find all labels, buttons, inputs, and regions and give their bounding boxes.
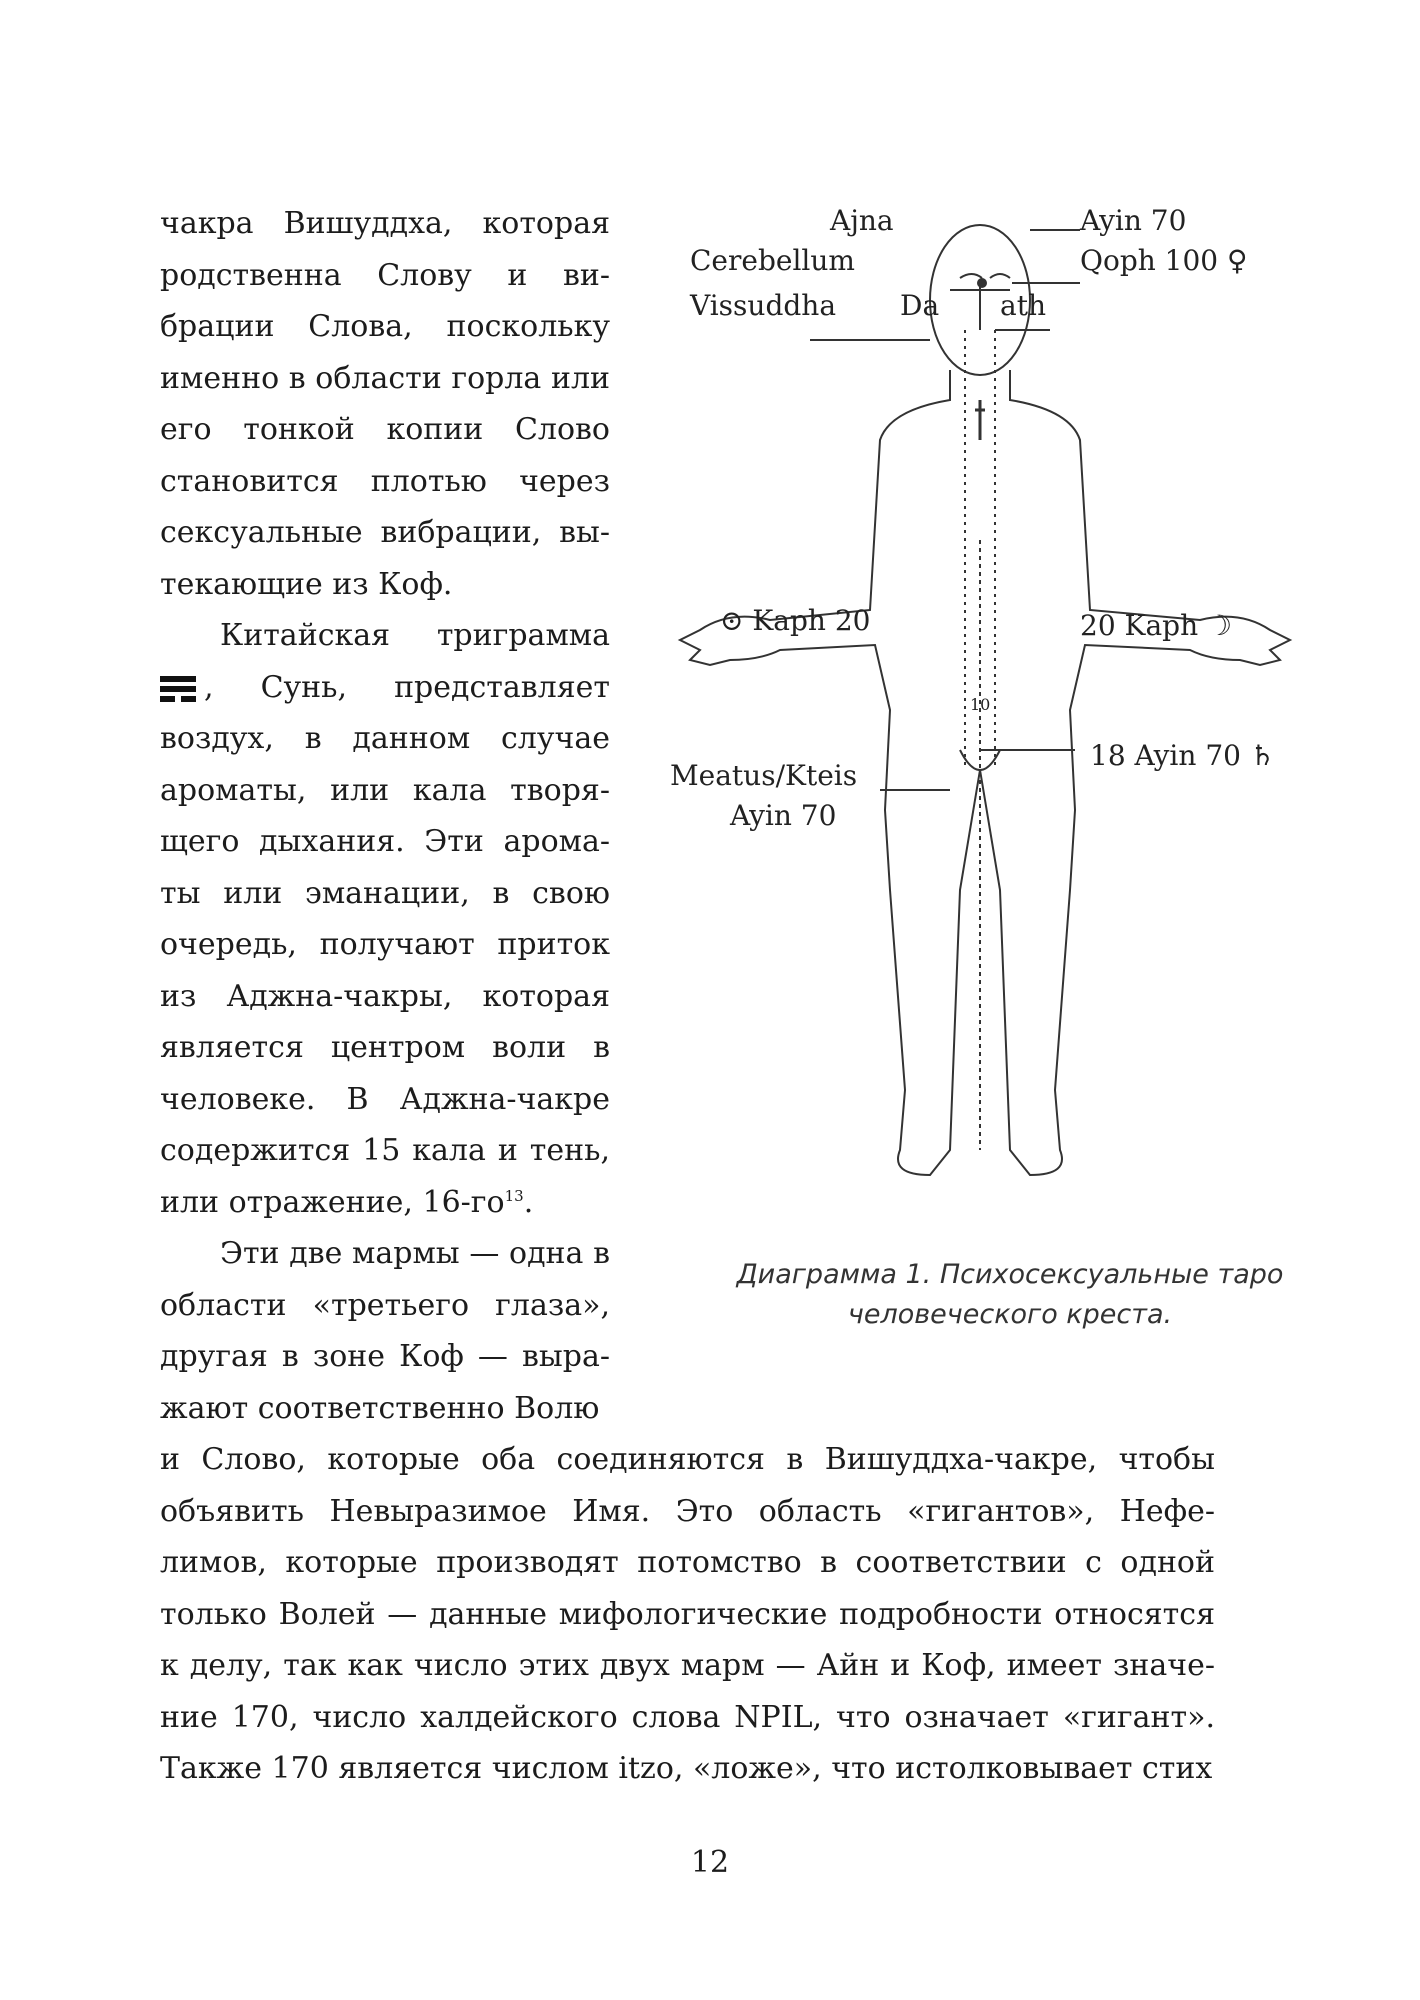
label-cerebellum: Cerebellum [690,244,855,277]
paragraph-marmas-full: и Слово, которые оба соединяются в Вишуддха-чакре, чтобы объявить Невыразимое Имя. Это область «гигантов», Нефелимов, которые производят потомство в соответствии с одной только Волей — данные мифологические подробности относятся к делу, так как число этих двух марм — Айн и Коф, имеет значение 170, число халдейского слова NPIL, что означает «гигант». Также 170 является числом itzo, «ложе», что истолковывает стих [160,1442,1215,1786]
label-ajna: Ajna [830,204,894,237]
label-spine-mark: 10 [970,695,991,714]
caption-line-1: Диаграмма 1. Психосексуальные таро [736,1259,1284,1290]
trigram-text-after: , Сунь, представляет воздух, в данном случае ароматы, или кала творящего дыхания. Эти ароматы или эманации, в свою очередь, получают приток из Аджна-чакры, которая является центром воли в человеке. В Аджна-чакре содержится 15 кала и тень, или отражение, 16-го [160,669,610,1220]
diagram-human-cross [660,190,1360,1260]
page-number: 12 [690,1845,730,1880]
caption-line-2: человеческого креста. [847,1299,1173,1330]
label-ath: ath [1000,289,1046,322]
paragraph-trigram [160,610,610,1228]
label-ayin-top: Ayin 70 [1080,204,1187,237]
label-kaph-left: ⊙ Kaph 20 [720,604,871,637]
footnote-ref[interactable]: 13 [504,1186,524,1205]
figure-caption [690,1255,1330,1335]
trigram-text-end: . [523,1184,534,1220]
label-kaph-right: 20 Kaph ☽ [1080,609,1233,642]
trigram-text-before: Китайская триграмма [220,618,610,653]
paragraph-marmas-column: Эти две мармы — одна в области «третьего глаза», другая в зоне Коф — выражают соответственно Волю [160,1236,610,1426]
human-figure-drawing [660,190,1360,1260]
label-meatus-kteis: Meatus/Kteis [670,759,858,792]
paragraph-vishuddha: чакра Вишуддха, которая родственна Слову и вибрации Слова, поскольку именно в области горла или его тонкой копии Слово становится плотью через сексуальные вибрации, вытекающие из Коф. [160,206,610,602]
trigram-sun-icon [160,676,196,702]
label-ayin-bottom: Ayin 70 [730,799,837,832]
label-ayin-right: 18 Ayin 70 ♄ [1090,739,1275,772]
label-qoph: Qoph 100 ♀ [1080,244,1248,277]
label-da: Da [900,289,940,322]
label-vissuddha: Vissuddha [690,289,837,322]
